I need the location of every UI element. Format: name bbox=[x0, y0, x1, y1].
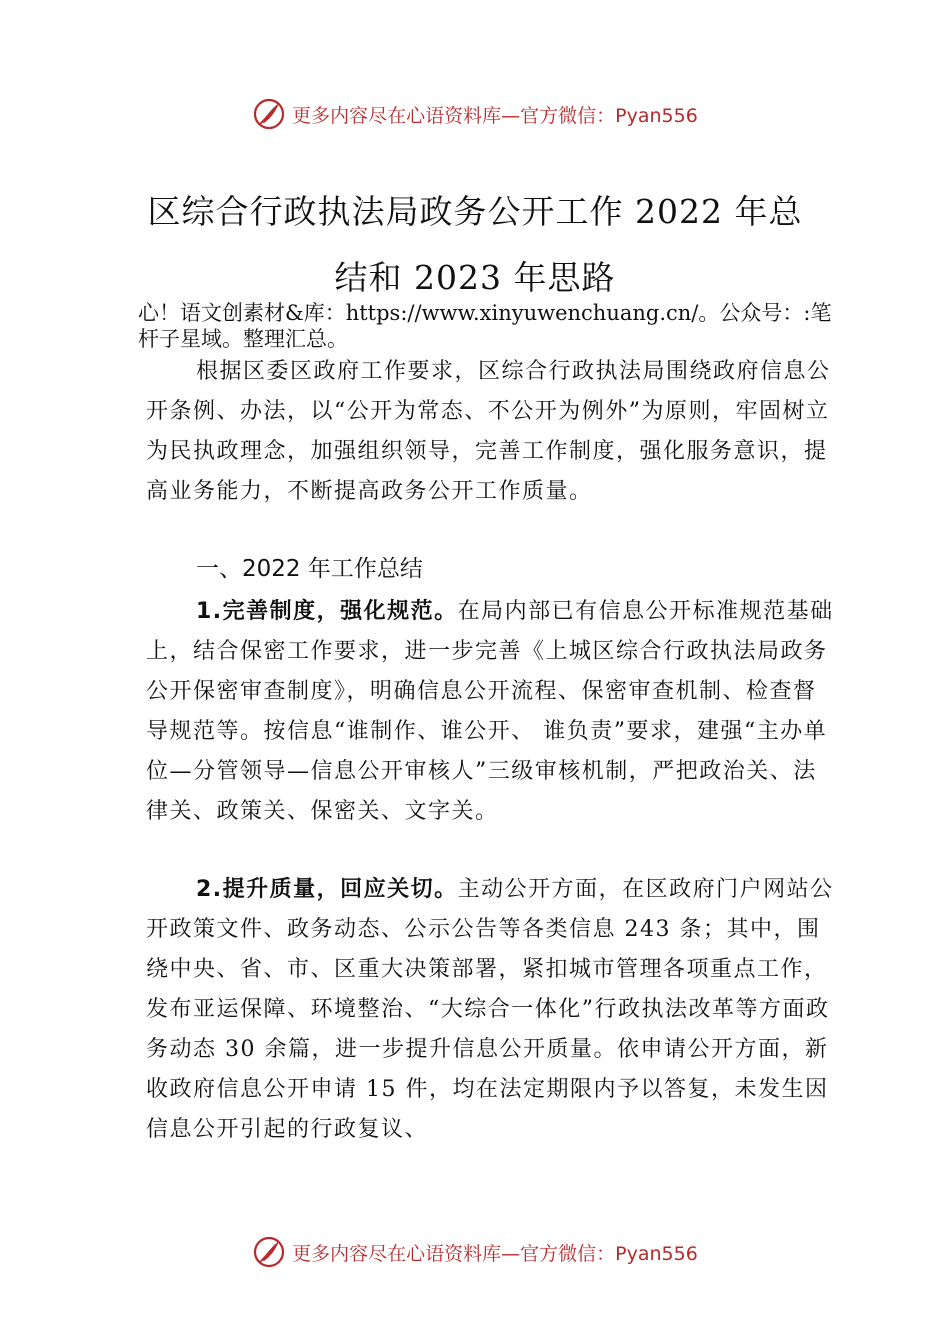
banner-text: 更多内容尽在心语资料库 bbox=[292, 104, 502, 127]
section-heading: 一、2022 年工作总结 bbox=[196, 556, 423, 582]
item2-lead: 2.提升质量，回应关切。 bbox=[196, 877, 458, 902]
intro-paragraph: 根据区委区政府工作要求，区综合行政执法局围绕政府信息公开条例、办法，以“公开为常态、不公开为例外”为原则，牢固树立为民执政理念，加强组织领导，完善工作制度，强化服务意识，提高业务能力，不断提高政务公开工作质量。 bbox=[146, 359, 831, 504]
footer-banner bbox=[0, 1232, 950, 1272]
header-banner bbox=[0, 94, 950, 134]
item1-body: 在局内部已有信息公开标准规范基础上，结合保密工作要求，进一步完善《上城区综合行政执法局政务公开保密审查制度》，明确信息公开流程、保密审查机制、检查督导规范等。按信息“谁制作、谁公开、 谁负责”要求，建强“主办单位—分管领导—信息公开审核人”三级审核机制，严把政治关、法律关、政策关、保密关、文字关。 bbox=[146, 599, 834, 824]
footer-banner-wechat: —官方微信：Pyan556 bbox=[501, 1242, 698, 1265]
quill-logo-icon bbox=[252, 1235, 286, 1269]
item2-body: 主动公开方面，在区政府门户网站公开政策文件、政务动态、公示公告等各类信息 243 条；其中，围绕中央、省、市、区重大决策部署，紧扣城市管理各项重点工作，发布亚运保障、环境整治、“大综合一体化”行政执法改革等方面政务动态 30 余篇，进一步提升信息公开质量。依申请公开方面，新收政府信息公开申请 15 件，均在法定期限内予以答复，未发生因信息公开引起的行政复议、 bbox=[146, 877, 834, 1142]
item2-paragraph bbox=[146, 870, 836, 1150]
item1-lead: 1.完善制度，强化规范。 bbox=[196, 599, 458, 624]
quill-logo-icon bbox=[252, 97, 286, 131]
item1-paragraph bbox=[146, 592, 836, 832]
source-note: 心！语文创素材&库：https://www.xinyuwenchuang.cn/。公众号：:笔杆子星域。整理汇总。 bbox=[138, 301, 832, 351]
footer-banner-text: 更多内容尽在心语资料库 bbox=[292, 1242, 502, 1265]
banner-wechat: —官方微信：Pyan556 bbox=[501, 104, 698, 127]
document-title-line2: 结和 2023 年思路 bbox=[334, 258, 616, 297]
document-title-line1: 区综合行政执法局政务公开工作 2022 年总 bbox=[147, 192, 803, 231]
